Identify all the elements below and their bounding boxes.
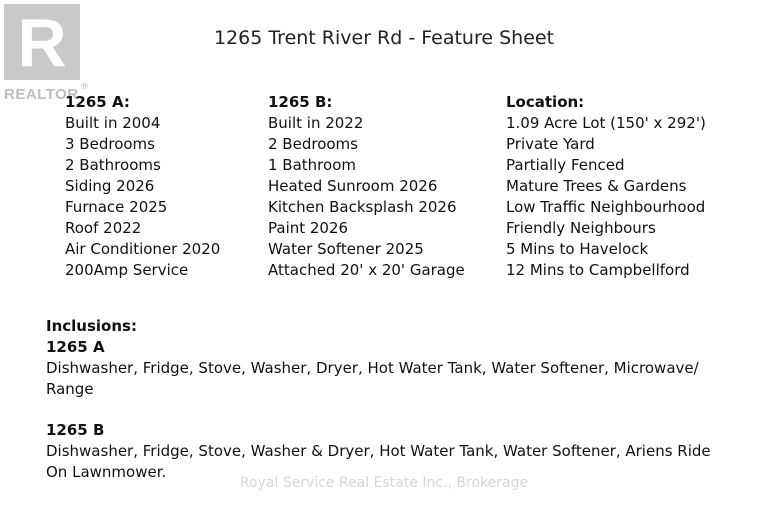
list-item: 1.09 Acre Lot (150' x 292'): [506, 114, 706, 132]
inclusions-heading: Inclusions:: [46, 317, 137, 335]
list-item: Built in 2022: [268, 114, 364, 132]
list-item: Furnace 2025: [65, 198, 168, 216]
list-item: 12 Mins to Campbellford: [506, 261, 690, 279]
feature-list: [65, 113, 220, 281]
list-item: Paint 2026: [268, 219, 349, 237]
list-item: Air Conditioner 2020: [65, 240, 221, 258]
column-heading: 1265 B:: [268, 93, 333, 111]
list-item: Partially Fenced: [506, 156, 625, 174]
list-item: Heated Sunroom 2026: [268, 177, 438, 195]
inclusions-a-label: 1265 A: [46, 338, 105, 356]
feature-list: [268, 113, 465, 281]
column-heading: Location:: [506, 93, 585, 111]
brokerage-watermark: Royal Service Real Estate Inc., Brokerage: [239, 475, 529, 491]
inclusions-b-label: 1265 B: [46, 421, 105, 439]
list-item: Kitchen Backsplash 2026: [268, 198, 457, 216]
list-item: Low Traffic Neighbourhood: [506, 198, 706, 216]
realtor-logo: [4, 4, 89, 104]
list-item: Private Yard: [506, 135, 595, 153]
list-item: Roof 2022: [65, 219, 142, 237]
list-item: 3 Bedrooms: [65, 135, 155, 153]
page-title: 1265 Trent River Rd - Feature Sheet: [213, 27, 555, 49]
list-item: Built in 2004: [65, 114, 161, 132]
column-location: [506, 92, 706, 281]
realtor-r-letter: R: [17, 5, 67, 80]
list-item: 2 Bathrooms: [65, 156, 161, 174]
inclusions-section: [46, 316, 736, 483]
list-item: Mature Trees & Gardens: [506, 177, 687, 195]
list-item: Attached 20' x 20' Garage: [268, 261, 465, 279]
realtor-logo-text: REALTOR: [4, 86, 79, 103]
list-item: Siding 2026: [65, 177, 155, 195]
column-heading: 1265 A:: [65, 93, 130, 111]
list-item: 2 Bedrooms: [268, 135, 358, 153]
list-item: Water Softener 2025: [268, 240, 424, 258]
list-item: 200Amp Service: [65, 261, 189, 279]
list-item: 5 Mins to Havelock: [506, 240, 649, 258]
inclusions-b-text: Dishwasher, Fridge, Stove, Washer & Dryer, Hot Water Tank, Water Softener, Ariens Ride On Lawnmower.: [46, 442, 711, 481]
column-1265-b: [268, 92, 465, 281]
list-item: 1 Bathroom: [268, 156, 356, 174]
inclusions-a-text: Dishwasher, Fridge, Stove, Washer, Dryer, Hot Water Tank, Water Softener, Microwave/ Range: [46, 359, 699, 398]
section-spacer: [46, 400, 736, 420]
registered-mark: ®: [80, 82, 89, 92]
column-1265-a: [65, 92, 220, 281]
feature-list: [506, 113, 706, 281]
list-item: Friendly Neighbours: [506, 219, 656, 237]
